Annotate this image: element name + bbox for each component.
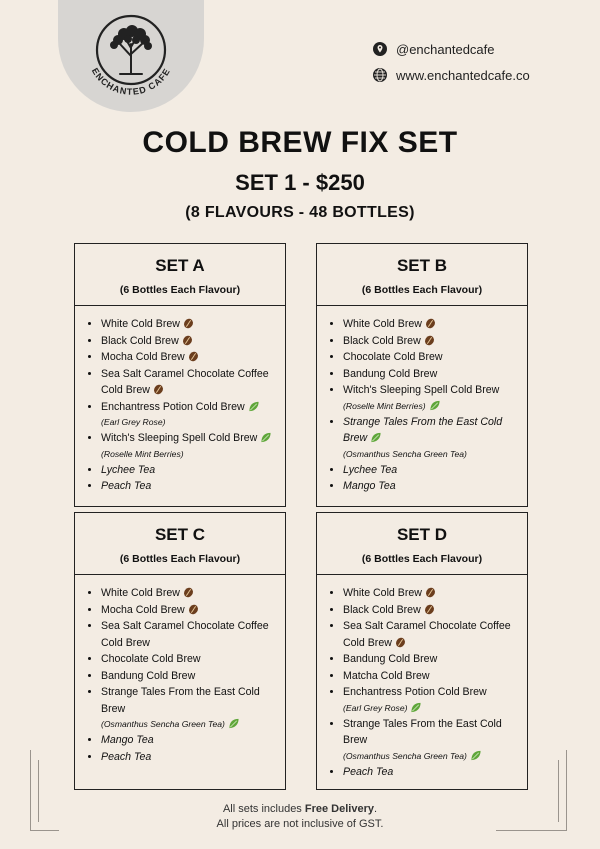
globe-icon [372, 67, 388, 83]
flavour-label: Black Cold Brew [343, 334, 421, 347]
website-row[interactable] [372, 64, 530, 86]
set-card-c [74, 512, 286, 790]
set-card-b [316, 243, 528, 507]
brand-name: ENCHANTED CAFE [89, 66, 173, 97]
flavour-item [101, 668, 277, 685]
flavour-list [317, 306, 527, 503]
set-subtitle: (6 Bottles Each Flavour) [361, 284, 483, 296]
flavour-label: Witch's Sleeping Spell Cold Brew [101, 432, 258, 444]
flavour-item [101, 430, 277, 462]
flavour-note [343, 701, 519, 716]
flavour-label: White Cold Brew [101, 587, 180, 599]
instagram-handle[interactable]: @enchantedcafe [396, 41, 495, 57]
flavour-note-text: (Earl Grey Rose) [101, 417, 166, 427]
flavour-item [343, 602, 519, 619]
flavour-item [101, 316, 277, 333]
flavour-note-text: (Osmanthus Sencha Green Tea) [343, 448, 467, 459]
flavour-item [101, 399, 277, 431]
flavour-note [343, 447, 519, 462]
flavour-label: Chocolate Cold Brew [343, 351, 443, 363]
set-title: SET A [155, 256, 205, 275]
flavour-item [343, 651, 519, 668]
leaf-icon [260, 432, 272, 443]
set-card-header [317, 513, 527, 575]
flavour-label: Strange Tales From the East Cold Brew [343, 415, 503, 444]
delivery-note [0, 802, 600, 817]
coffee-bean-icon [188, 351, 199, 362]
flavour-item [343, 618, 519, 651]
coffee-bean-icon [395, 637, 406, 648]
flavour-list [75, 306, 285, 503]
flavour-label: Sea Salt Caramel Chocolate Coffee Cold Brew [343, 620, 511, 649]
flavour-label: Mocha Cold Brew [101, 603, 185, 616]
flavours-count-heading: (8 FLAVOURS - 48 BOTTLES) [185, 204, 415, 221]
flavour-label: Lychee Tea [101, 463, 156, 476]
set-price-heading: SET 1 - $250 [235, 170, 365, 195]
flavour-label: Bandung Cold Brew [343, 653, 438, 665]
footer-notes [0, 802, 600, 832]
flavour-label: Sea Salt Caramel Chocolate Coffee Cold Brew [101, 620, 269, 649]
flavour-label: Mocha Cold Brew [101, 351, 185, 363]
coffee-bean-icon [182, 335, 193, 346]
instagram-row[interactable] [372, 38, 530, 60]
coffee-bean-icon [424, 604, 435, 615]
flavour-note [101, 415, 277, 430]
flavour-note [343, 399, 519, 414]
flavour-note [101, 447, 277, 462]
tree-logo-icon [58, 0, 204, 112]
flavour-label: Peach Tea [343, 765, 394, 778]
flavour-label: Peach Tea [101, 750, 152, 763]
flavour-label: Black Cold Brew [343, 603, 421, 616]
flavour-note-text: (Osmanthus Sencha Green Tea) [101, 719, 225, 729]
flavour-note [101, 717, 277, 732]
flavour-label: White Cold Brew [343, 318, 422, 330]
flavour-list [75, 575, 285, 773]
flavour-item [101, 618, 277, 651]
flavour-item [101, 366, 277, 399]
flavour-item [343, 414, 519, 462]
flavour-item [101, 684, 277, 732]
flavour-note [343, 749, 519, 764]
flavour-item [101, 651, 277, 668]
leaf-icon [429, 400, 441, 411]
flavour-item [343, 316, 519, 333]
gst-note: All prices are not inclusive of GST. [216, 818, 384, 830]
coffee-bean-icon [424, 335, 435, 346]
flavour-item [101, 585, 277, 602]
set-subtitle: (6 Bottles Each Flavour) [119, 284, 241, 296]
flavour-label: Mango Tea [343, 480, 396, 492]
flavour-label: Peach Tea [101, 480, 152, 492]
leaf-icon [228, 718, 240, 729]
flavour-label: Bandung Cold Brew [343, 367, 438, 380]
flavour-label: White Cold Brew [101, 318, 180, 330]
flavour-label: White Cold Brew [343, 587, 422, 599]
coffee-bean-icon [183, 587, 194, 598]
delivery-note-suffix: . [373, 803, 378, 815]
flavour-item [101, 749, 277, 766]
set-subtitle: (6 Bottles Each Flavour) [119, 553, 241, 565]
flavour-item [101, 732, 277, 749]
flavour-item [343, 478, 519, 495]
delivery-note-prefix: All sets includes [222, 803, 305, 815]
free-delivery-text: Free Delivery [304, 803, 374, 815]
flavour-label: Mango Tea [101, 734, 154, 746]
leaf-icon [370, 432, 382, 443]
leaf-icon [248, 401, 260, 412]
flavour-label: Enchantress Potion Cold Brew [343, 686, 487, 698]
flavour-item [343, 684, 519, 716]
set-card-header [75, 244, 285, 306]
flavour-item [343, 462, 519, 479]
set-subtitle: (6 Bottles Each Flavour) [361, 553, 483, 565]
set-card-a [74, 243, 286, 507]
flavour-item [343, 668, 519, 685]
flavour-label: Strange Tales From the East Cold Brew [101, 686, 260, 715]
coffee-bean-icon [188, 604, 199, 615]
flavour-note-text: (Roselle Mint Berries) [101, 448, 184, 459]
flavour-item [343, 366, 519, 383]
flavour-item [101, 462, 277, 479]
flavour-item [101, 349, 277, 366]
page-title: COLD BREW FIX SET [142, 126, 458, 159]
flavour-label: Enchantress Potion Cold Brew [101, 400, 245, 413]
set-title: SET B [396, 256, 448, 275]
flavour-note-text: (Osmanthus Sencha Green Tea) [343, 750, 467, 761]
coffee-bean-icon [425, 587, 436, 598]
set-card-header [317, 244, 527, 306]
set-card-header [75, 513, 285, 575]
leaf-icon [470, 750, 482, 761]
leaf-icon [410, 702, 422, 713]
flavour-item [343, 349, 519, 366]
flavour-item [101, 478, 277, 495]
location-pin-icon [372, 41, 388, 57]
coffee-bean-icon [183, 318, 194, 329]
flavour-note-text: (Earl Grey Rose) [343, 702, 408, 713]
coffee-bean-icon [153, 384, 164, 395]
flavour-item [343, 716, 519, 764]
logo-badge [58, 0, 204, 112]
set-title: SET C [154, 525, 206, 544]
flavour-note-text: (Roselle Mint Berries) [343, 400, 426, 411]
flavour-label: Strange Tales From the East Cold Brew [343, 717, 502, 746]
set-title: SET D [396, 525, 448, 544]
flavour-label: Sea Salt Caramel Chocolate Coffee Cold Brew [101, 367, 269, 396]
flavour-item [343, 333, 519, 350]
flavour-item [343, 764, 519, 781]
flavour-label: Lychee Tea [343, 463, 398, 476]
flavour-item [343, 382, 519, 414]
contact-block [372, 38, 530, 90]
coffee-bean-icon [425, 318, 436, 329]
set-card-d [316, 512, 528, 790]
flavour-label: Matcha Cold Brew [343, 669, 430, 682]
flavour-label: Bandung Cold Brew [101, 669, 196, 682]
flavour-label: Black Cold Brew [101, 334, 179, 347]
website-link[interactable]: www.enchantedcafe.co [396, 67, 530, 83]
flavour-label: Chocolate Cold Brew [101, 653, 201, 665]
flavour-item [101, 602, 277, 619]
flavour-item [101, 333, 277, 350]
flavour-label: Witch's Sleeping Spell Cold Brew [343, 384, 500, 396]
flavour-item [343, 585, 519, 602]
